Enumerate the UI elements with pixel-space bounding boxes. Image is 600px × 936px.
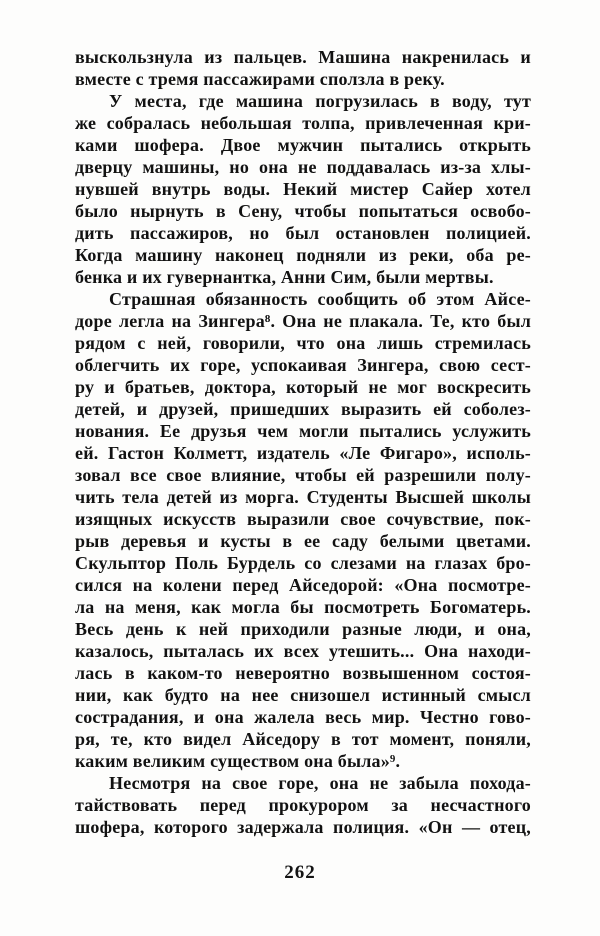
- text-line: Когда машину наконец подняли из реки, оба ре-: [75, 245, 531, 265]
- text-line: же собралась небольшая толпа, привлеченная кри-: [75, 113, 531, 133]
- text-line: бенка и их гувернантка, Анни Сим, были мертвы.: [75, 267, 494, 287]
- text-line: было нырнуть в Сену, чтобы попытаться освобо-: [75, 201, 531, 221]
- page-number: 262: [284, 862, 316, 883]
- text-line: дверцу машины, но она не поддавалась из-за хлы-: [75, 157, 531, 177]
- page-text: [75, 46, 531, 838]
- text-line: шофера, которого задержала полиция. «Он — отец,: [75, 817, 531, 837]
- text-line: выскользнула из пальцев. Машина накренилась и: [75, 47, 531, 67]
- text-line: ками шофера. Двое мужчин пытались открыть: [75, 135, 531, 155]
- text-line: каким великим существом она была»⁹.: [75, 751, 401, 771]
- text-line: сострадания, и она жалела весь мир. Честно гово-: [75, 707, 531, 727]
- text-line: рыв деревья и кусты в ее саду белыми цветами.: [75, 531, 531, 551]
- text-line: рядом с ней, говорили, что она лишь стремилась: [75, 333, 531, 353]
- text-line: У места, где машина погрузилась в воду, тут: [109, 91, 531, 111]
- text-line: сился на колени перед Айседорой: «Она посмотре-: [75, 575, 531, 595]
- text-line: изящных искусств выразили свое сочувствие, пок-: [75, 509, 531, 529]
- text-line: ру и братьев, доктора, который не мог воскресить: [75, 377, 531, 397]
- text-line: Скульптор Поль Бурдель со слезами на глазах бро-: [75, 553, 531, 573]
- text-line: ла на меня, как могла бы посмотреть Богоматерь.: [75, 597, 531, 617]
- text-line: доре легла на Зингера⁸. Она не плакала. Те, кто был: [75, 311, 531, 331]
- text-line: вместе с тремя пассажирами сползла в реку.: [75, 69, 445, 89]
- text-line: дить пассажиров, но был остановлен полицией.: [75, 223, 531, 243]
- text-line: зовал все свое влияние, чтобы ей разрешили полу-: [75, 465, 531, 485]
- text-line: облегчить их горе, успокаивая Зингера, свою сест-: [75, 355, 531, 375]
- text-line: ей. Гастон Колметт, издатель «Ле Фигаро», исполь-: [75, 443, 531, 463]
- text-line: Весь день к ней приходили разные люди, и она,: [75, 619, 531, 639]
- text-line: нувшей внутрь воды. Некий мистер Сайер хотел: [75, 179, 531, 199]
- text-line: Несмотря на свое горе, она не забыла похода-: [109, 773, 531, 793]
- text-line: Страшная обязанность сообщить об этом Айсе-: [109, 289, 531, 309]
- text-line: ря, те, кто видел Айседору в тот момент, поняли,: [75, 729, 531, 749]
- text-line: нования. Ее друзья чем могли пытались услужить: [75, 421, 531, 441]
- text-line: казалось, пыталась их всех утешить... Она находи-: [75, 641, 531, 661]
- text-line: детей, и друзей, пришедших выразить ей соболез-: [75, 399, 531, 419]
- text-line: тайствовать перед прокурором за несчастного: [75, 795, 531, 815]
- text-line: нии, как будто на нее снизошел истинный смысл: [75, 685, 531, 705]
- text-line: чить тела детей из морга. Студенты Высшей школы: [75, 487, 531, 507]
- text-line: лась в каком-то невероятно возвышенном состоя-: [75, 663, 531, 683]
